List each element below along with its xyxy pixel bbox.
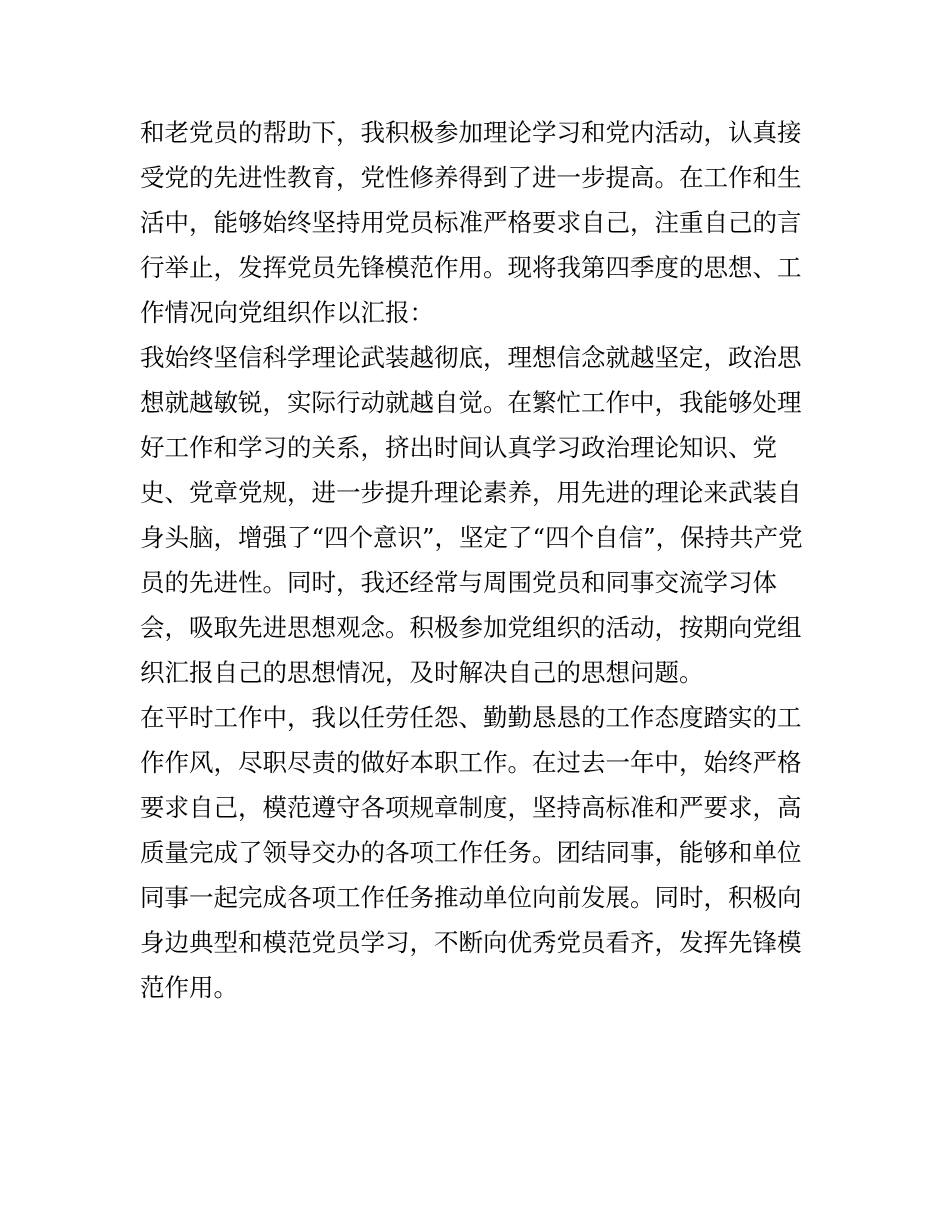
text-line: 作作风，尽职尽责的做好本职工作。在过去一年中，始终严格	[140, 748, 802, 777]
document-body	[140, 110, 820, 1010]
text-line: 想就越敏锐，实际行动就越自觉。在繁忙工作中，我能够处理	[140, 388, 802, 417]
text-line: 史、党章党规，进一步提升理论素养，用先进的理论来武装自	[140, 478, 802, 507]
text-line: 身边典型和模范党员学习，不断向优秀党员看齐，发挥先锋模	[140, 928, 802, 957]
text-line: 员的先进性。同时，我还经常与周围党员和同事交流学习体	[140, 568, 777, 597]
text-line: 同事一起完成各项工作任务推动单位向前发展。同时，积极向	[140, 883, 802, 912]
text-line: 作情况向党组织作以汇报：	[140, 298, 434, 327]
text-line: 要求自己，模范遵守各项规章制度，坚持高标准和严要求，高	[140, 793, 802, 822]
text-line: 行举止，发挥党员先锋模范作用。现将我第四季度的思想、工	[140, 253, 802, 282]
text-line: 身头脑，增强了“四个意识”，坚定了“四个自信”，保持共产党	[140, 523, 803, 552]
text-line: 受党的先进性教育，党性修养得到了进一步提高。在工作和生	[140, 163, 802, 192]
text-line: 质量完成了领导交办的各项工作任务。团结同事，能够和单位	[140, 838, 802, 867]
text-line: 在平时工作中，我以任劳任怨、勤勤恳恳的工作态度踏实的工	[140, 703, 802, 732]
text-line: 和老党员的帮助下，我积极参加理论学习和党内活动，认真接	[140, 118, 802, 147]
text-line: 织汇报自己的思想情况，及时解决自己的思想问题。	[140, 658, 704, 687]
text-line: 我始终坚信科学理论武装越彻底，理想信念就越坚定，政治思	[140, 343, 802, 372]
text-line: 好工作和学习的关系，挤出时间认真学习政治理论知识、党	[140, 433, 777, 462]
text-line: 活中，能够始终坚持用党员标准严格要求自己，注重自己的言	[140, 208, 802, 237]
text-line: 会，吸取先进思想观念。积极参加党组织的活动，按期向党组	[140, 613, 802, 642]
text-line: 范作用。	[140, 973, 238, 1002]
